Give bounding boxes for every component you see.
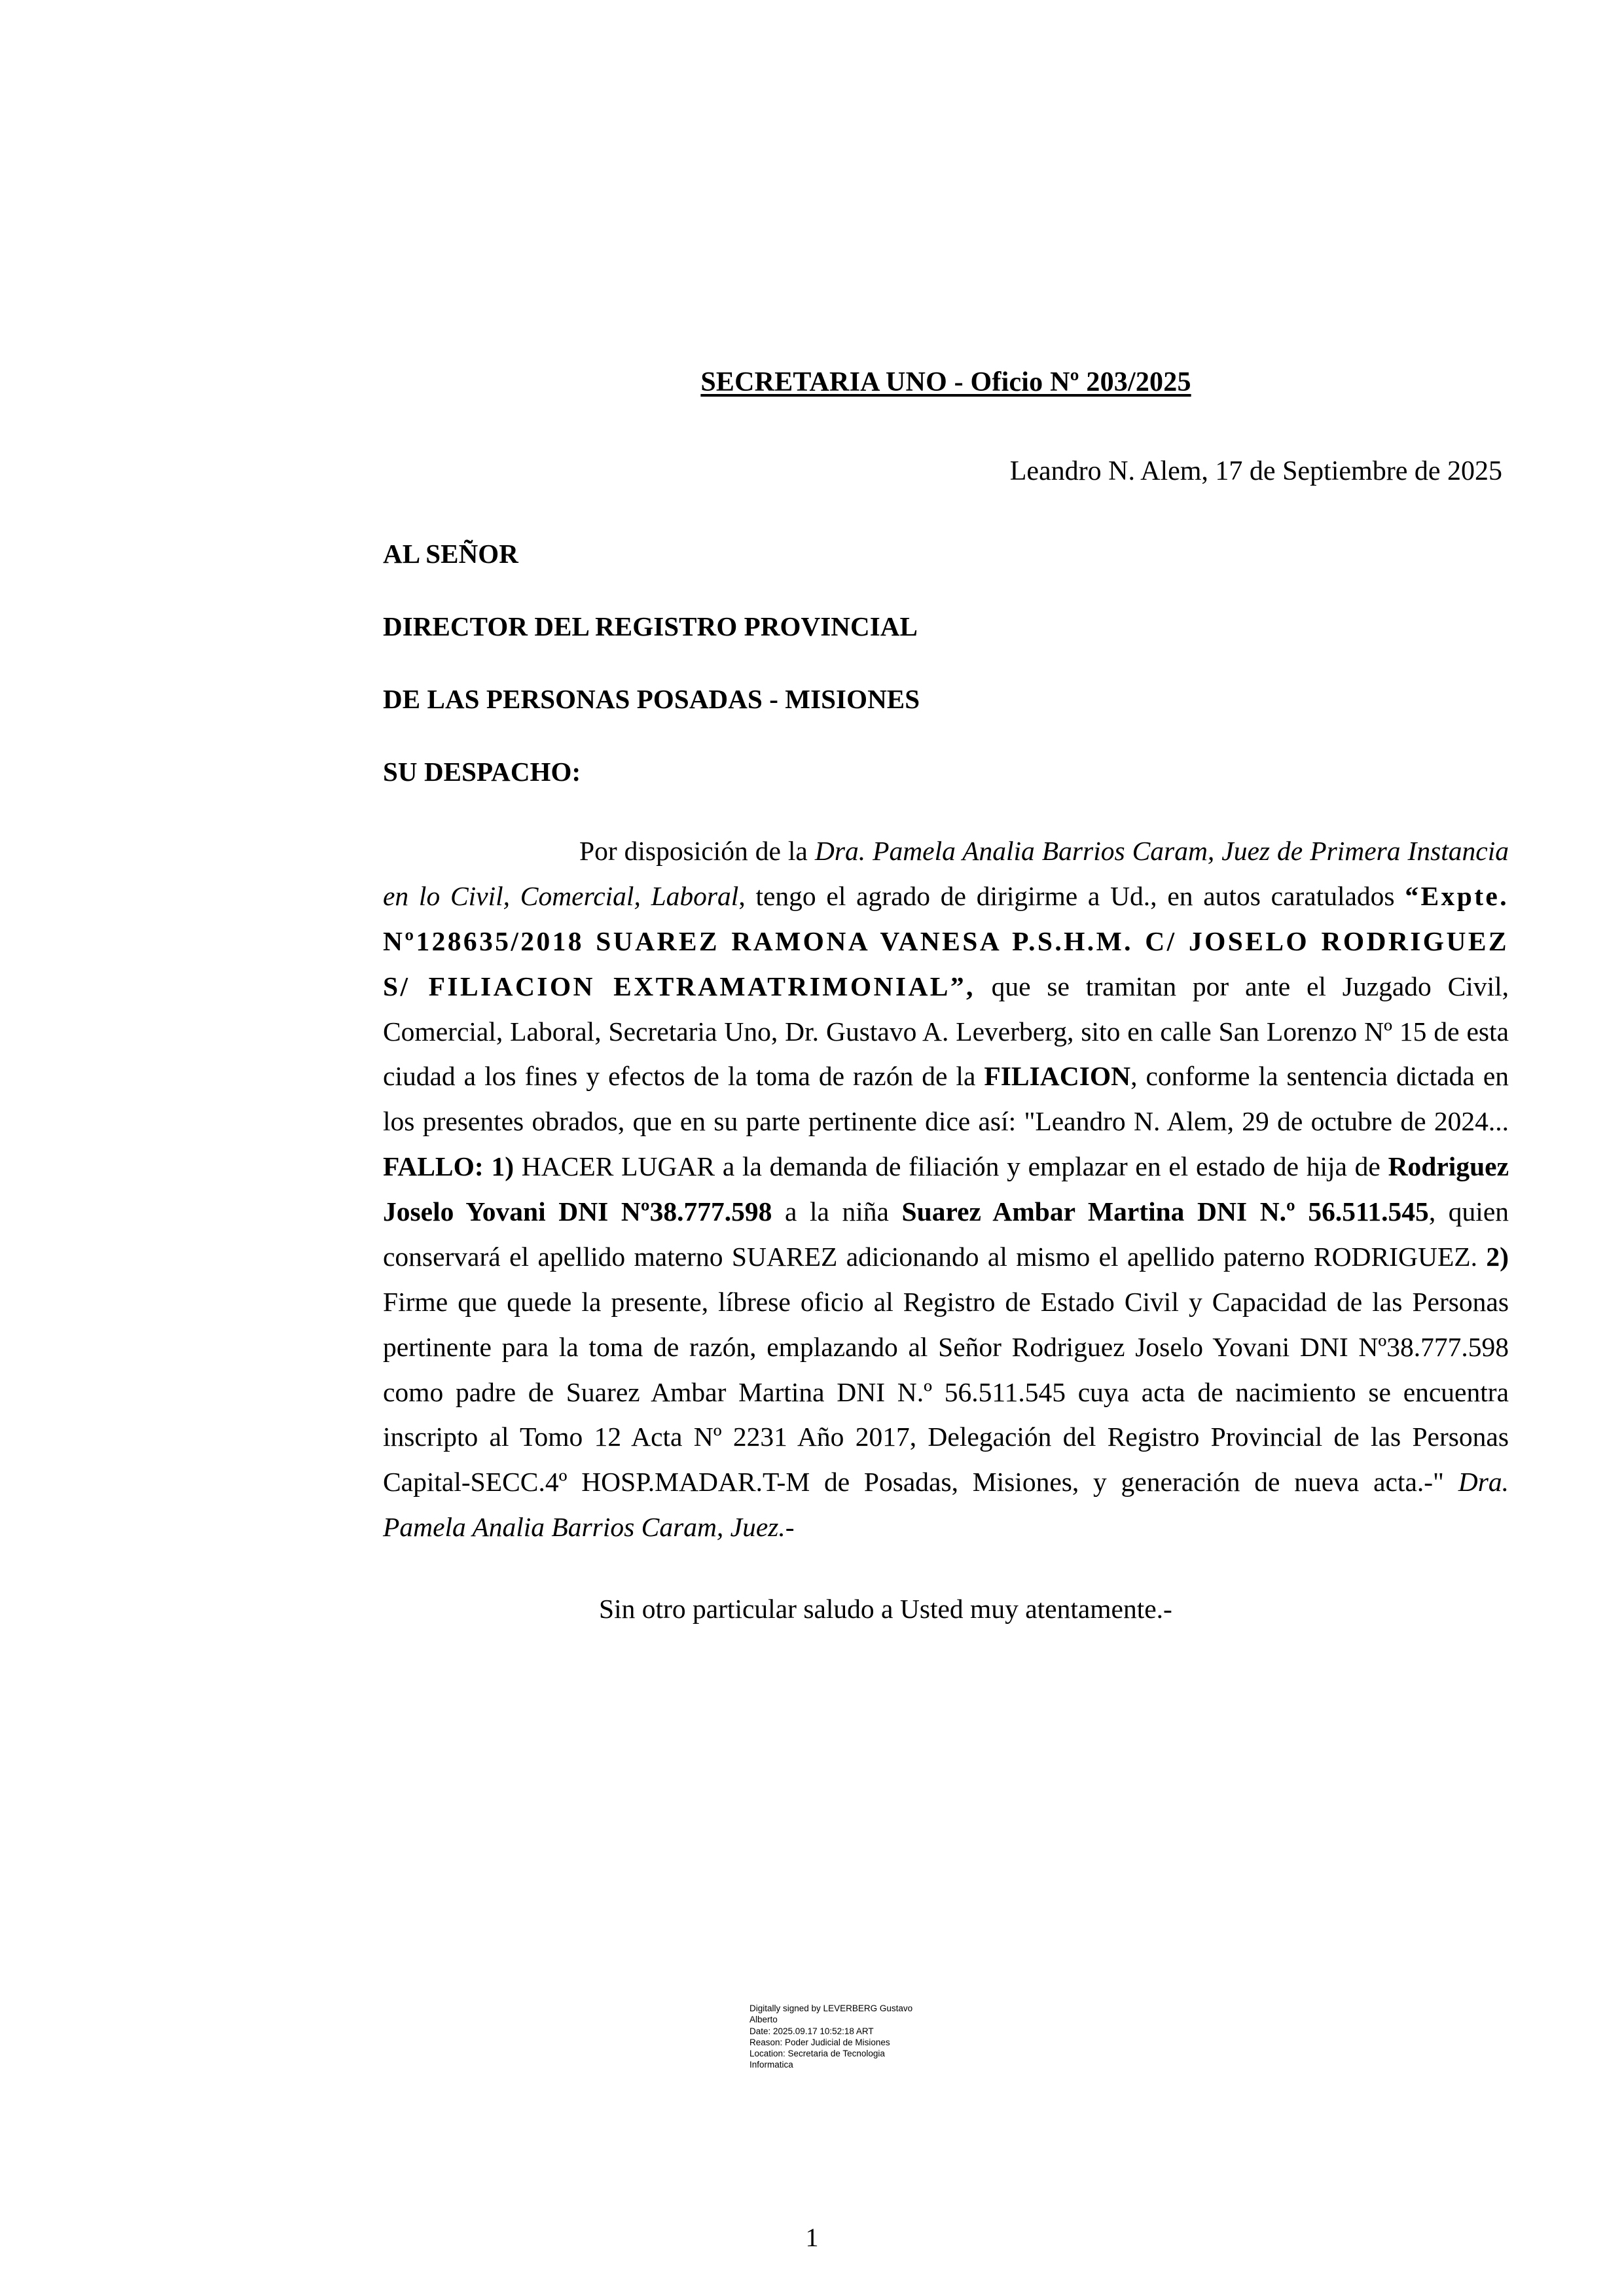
body-segment-7: , conforme la sentencia dictada en los presentes obrados, que en su parte pertinente dice así: "Leandro N. Alem, 29 de octubre de 2024... xyxy=(383,1061,1509,1137)
body-segment-4-case-caption: “Expte. Nº128635/2018 SUAREZ RAMONA VANESA P.S.H.M. C/ JOSELO RODRIGUEZ S/ FILIACION EXTRAMATRIMONIAL”, xyxy=(383,880,1509,1001)
page-title xyxy=(383,367,1509,398)
body-segment-8-fallo: FALLO: 1) xyxy=(383,1151,514,1182)
body-segment-9: HACER LUGAR a la demanda de filiación y emplazar en el estado de hija de xyxy=(514,1151,1388,1182)
signature-line-6: Informatica xyxy=(749,2060,793,2070)
page-number: 1 xyxy=(805,2223,819,2252)
signature-line-5: Location: Secretaria de Tecnologia xyxy=(749,2049,885,2059)
addressee-block xyxy=(383,538,1509,787)
signature-line-2: Alberto xyxy=(749,2015,778,2025)
signature-line-3: Date: 2025.09.17 10:52:18 ART xyxy=(749,2026,874,2036)
body-segment-5: que se tramitan por ante el Juzgado Civil, Comercial, Laboral, Secretaria Uno, Dr. Gustavo A. Leverberg, sito en calle San Lorenzo Nº 15 de esta ciudad a los fines y efectos de la toma de razón de la xyxy=(383,971,1509,1092)
signature-line-4: Reason: Poder Judicial de Misiones xyxy=(749,2037,890,2047)
body-segment-13: , quien conservará el apellido materno SUAREZ adicionando al mismo el apellido paterno RODRIGUEZ. xyxy=(383,1196,1509,1272)
closing-line: Sin otro particular saludo a Usted muy atentamente.- xyxy=(599,1594,1172,1624)
document-content xyxy=(383,367,1509,1624)
body-segment-11: a la niña xyxy=(772,1196,902,1227)
page-title-text: SECRETARIA UNO - Oficio Nº 203/2025 xyxy=(700,367,1191,397)
signature-line-1: Digitally signed by LEVERBERG Gustavo xyxy=(749,2003,913,2013)
body-segment-12-child-name: Suarez Ambar Martina DNI N.º 56.511.545 xyxy=(901,1196,1429,1227)
body-paragraph xyxy=(383,829,1509,1550)
addressee-line-4: SU DESPACHO: xyxy=(383,757,581,787)
body-segment-10-father-name: Rodriguez Joselo Yovani DNI Nº38.777.598 xyxy=(383,1151,1509,1227)
body-segment-1: Por disposición de la xyxy=(579,836,815,866)
body-segment-2-judge-title: Dra. Pamela Analia Barrios Caram, Juez de Primera Instancia en lo Civil, Comercial, Laboral xyxy=(383,836,1509,911)
digital-signature-block xyxy=(749,2003,1024,2071)
addressee-line-3: DE LAS PERSONAS POSADAS - MISIONES xyxy=(383,684,920,714)
body-segment-15: Firme que quede la presente, líbrese oficio al Registro de Estado Civil y Capacidad de las Personas pertinente para la toma de razón, emplazando al Señor Rodriguez Joselo Yovani DNI Nº38.777.598 como padre de Suarez Ambar Martina DNI N.º 56.511.545 cuya acta de nacimiento se encuentra inscripto al Tomo 12 Acta Nº 2231 Año 2017, Delegación del Registro Provincial de las Personas Capital-SECC.4º HOSP.MADAR.T-M de Posadas, Misiones, y generación de nueva acta.-" xyxy=(383,1286,1509,1498)
body-segment-3: , tengo el agrado de dirigirme a Ud., en autos caratulados xyxy=(738,880,1405,911)
body-segment-14-item-2: 2) xyxy=(1486,1241,1509,1272)
addressee-line-1: AL SEÑOR xyxy=(383,539,519,569)
addressee-line-2: DIRECTOR DEL REGISTRO PROVINCIAL xyxy=(383,611,918,641)
body-segment-16-judge-signature: Dra. Pamela Analia Barrios Caram, Juez.- xyxy=(383,1467,1509,1543)
body-block xyxy=(383,829,1509,1550)
date-line: Leandro N. Alem, 17 de Septiembre de 2025 xyxy=(1009,456,1502,486)
body-segment-6-filiacion: FILIACION xyxy=(984,1061,1131,1092)
